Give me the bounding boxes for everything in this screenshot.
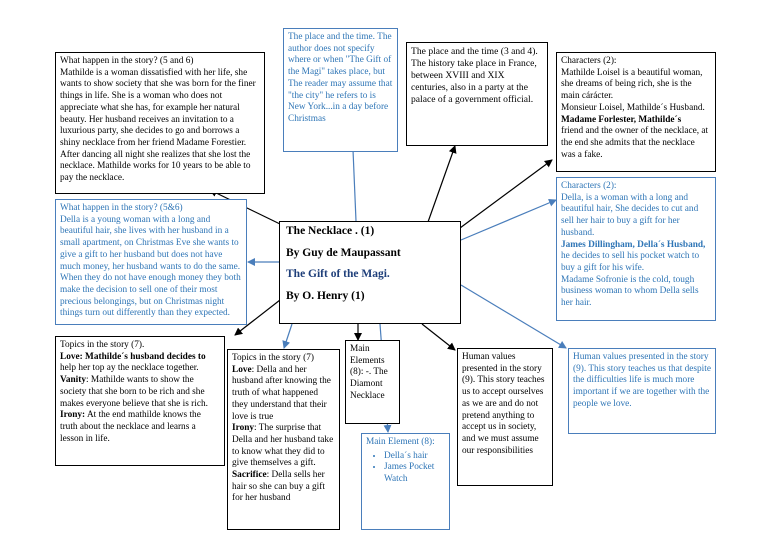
topics-necklace-irony-label: Irony: [60,410,86,421]
center-author-necklace: By Guy de Maupassant [286,246,401,259]
place-necklace-box [406,42,548,146]
topics-magi-sacrifice-text: : Della sells her hair so she can buy a gift for her husband [232,470,325,504]
main-element-magi-box [361,433,450,530]
topics-necklace-irony-text: At the end mathilde knows the truth about the necklace and learns a lesson in life. [60,410,201,444]
topics-magi-irony-text: : The surprise that Della and her husband take to know what they did to give themselves a gift. [232,423,334,469]
characters-magi-body2b: he decides to sell his pocket watch to buy a gift for his wife. [561,251,700,273]
what-happen-necklace-body: Mathilde is a woman dissatisfied with her life, she wants to show society that she was born for the finer things in life. She is a woman who does not appreciate what she has, for example her natural beauty. Her husband receives an invitation to a luxurious party, she decides to go and borrows a shiny necklace from her friend Madame Forestier. After dancing all night she realizes that she lost the necklace. Mathilde works for 10 years to be able to pay the necklace. [60,67,256,184]
main-element-magi-list [366,451,445,486]
characters-necklace-body2: Monsieur Loisel, Mathilde´s Husband. [561,102,705,113]
topics-necklace-title: Topics in the story (7). [60,340,145,350]
topics-necklace-box [55,336,225,466]
topics-magi-title: Topics in the story (7) [232,353,314,363]
place-necklace-body: The history take place in France, between XVIII and XIX centuries, also in a party at the palace of a government official. [411,58,537,106]
topics-necklace-love-b: help her top ay the necklace together. [60,363,199,374]
main-elements-necklace-body: Main Elements (8): -. The Diamont Necklace [350,344,388,401]
center-title-magi: The Gift of the Magi. [286,268,390,280]
center-title-box [279,221,461,324]
characters-magi-title: Characters (2): [561,181,617,191]
arrow-to-human-values-magi [461,285,566,348]
characters-necklace-body3b: friend and the owner of the necklace, at the end she admits that the necklace was a fake. [561,126,709,160]
topics-necklace-vanity-label: Vanity [60,375,87,386]
topics-necklace-love-label: Love [60,351,80,362]
topics-magi-irony-label: Irony [232,423,255,434]
what-happen-necklace-box [55,52,265,194]
arrow-to-characters-necklace [460,160,552,228]
topics-necklace-love-a: : Mathilde´s husband decides to [79,351,206,362]
topics-necklace-vanity-text: : Mathilde wants to show the society that she born to be rich and she makes everyone believe that she is rich. [60,375,208,409]
what-happen-necklace-title: What happen in the story? (5 and 6) [60,56,194,66]
what-happen-magi-body: Della is a young woman with a long and beautiful hair, she lives with her husband in a small apartment, on Christmas Eve she wants to give a gift to her husband but does not have much money, her husband wants to do the same. When they do not have enough money they both make the decision to sell one of their most precious belongings, but on Christmas night things turn out differently than they expected. [60,214,241,319]
topics-magi-love-label: Love [232,364,252,375]
arrow-to-characters-magi [461,200,556,240]
what-happen-magi-title: What happen in the story? (5&6) [60,203,183,213]
main-element-magi-item: • James Pocket Watch [384,462,445,485]
human-values-magi-box [568,348,716,434]
topics-magi-love-text: : Della and her husband after knowing the truth of what happened they understand that their love is true [232,364,331,422]
characters-necklace-body1: Mathilde Loisel is a beautiful woman, she dreams of being rich, she is the main cárácter. [561,67,703,102]
characters-magi-box [556,177,716,321]
place-magi-box [283,28,398,152]
main-element-magi-title: Main Element (8): [366,437,435,447]
characters-magi-body3: Madame Sofronie is the cold, tough business woman to whom Della sells her hair. [561,274,699,309]
characters-necklace-body3a: Madame Forlester, Mathilde´s [561,114,682,125]
arrow-to-place-necklace [428,146,455,222]
characters-necklace-box [556,52,716,172]
topics-magi-box [227,349,340,530]
main-element-magi-item: • Della´s hair [384,451,445,463]
what-happen-magi-box [55,199,247,325]
main-elements-necklace-box [345,340,400,424]
center-author-magi: By O. Henry (1) [286,289,365,302]
place-magi-body: The place and the time. The author does not specify where or when "The Gift of the Magi" takes place, but The reader may assume that "the city" he refers to is New York...in a day before Christmas [288,32,393,124]
characters-magi-body1: Della, is a woman with a long and beautiful hair, She decides to cut and sell her hair to buy a gift for her husband. [561,192,699,238]
human-values-magi-body: Human values presented in the story (9). This story teaches us that despite the difficulties life is much more important if we are together with the people we love. [573,352,711,409]
characters-magi-body2a: James Dillingham, Della´s Husband, [561,239,706,250]
human-values-necklace-body: Human values presented in the story (9). This story teaches us to accept ourselves as we are and do not pretend anything to accept us in society, and we must assume our responsibilities [462,352,545,456]
arrow-to-topics-magi [284,324,292,348]
arrow-to-human-values-necklace [422,324,455,350]
place-necklace-title: The place and the time (3 and 4). [411,46,538,57]
center-title-necklace: The Necklace . (1) [286,225,375,237]
topics-magi-sacrifice-label: Sacrifice [232,470,267,481]
human-values-necklace-box [457,348,553,486]
characters-necklace-title: Characters (2): [561,56,617,66]
